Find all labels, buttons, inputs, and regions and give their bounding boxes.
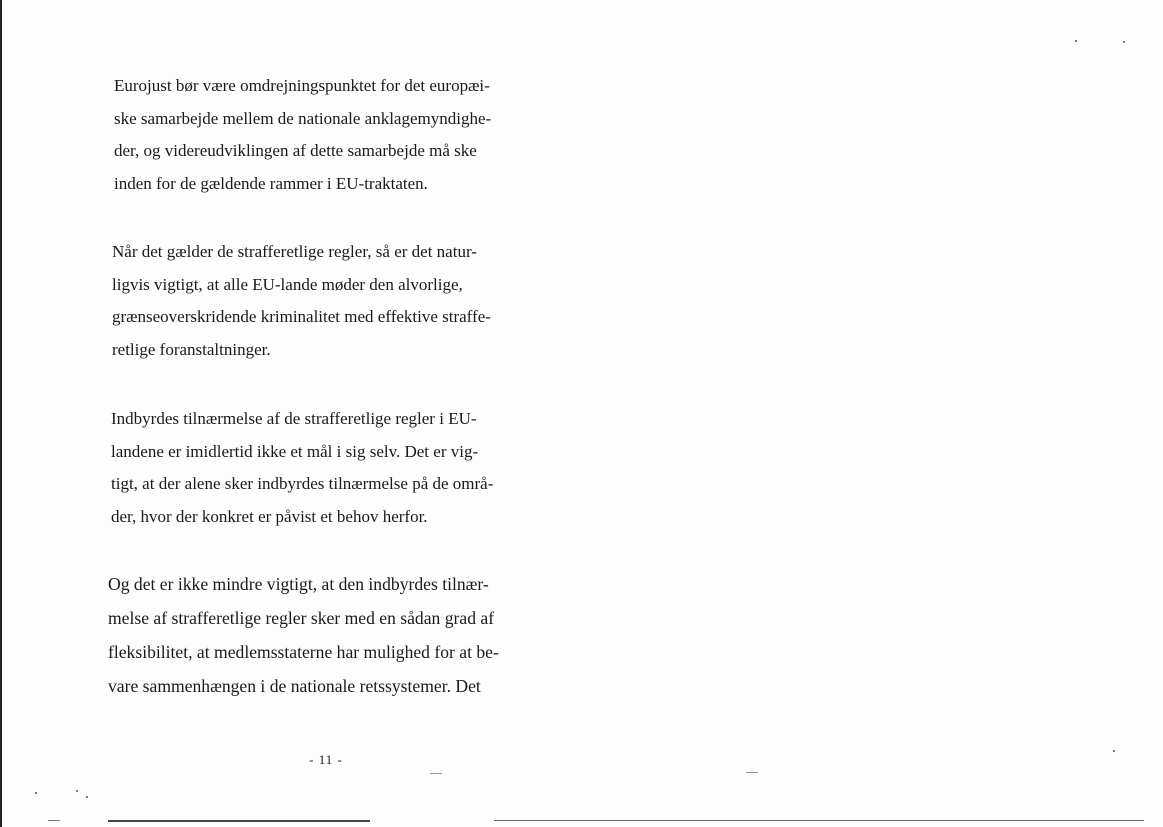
text-line: Og det er ikke mindre vigtigt, at den indbyrdes tilnær- (108, 574, 489, 594)
text-line: retlige foranstaltninger. (112, 339, 271, 359)
text-line: vare sammenhængen i de nationale retssystemer. Det (108, 676, 481, 696)
text-line: tigt, at der alene sker indbyrdes tilnærmelse på de områ- (111, 474, 494, 494)
scan-speck (1075, 40, 1077, 42)
scan-speck (35, 792, 37, 794)
paragraph-2 (112, 236, 491, 366)
page-left-edge (0, 0, 2, 827)
bottom-rule (108, 820, 370, 822)
paragraph-4 (108, 567, 499, 703)
text-line: melse af strafferetlige regler sker med en sådan grad af (108, 608, 495, 628)
scan-mark (430, 773, 442, 774)
text-line: Eurojust bør være omdrejningspunktet for det europæi- (114, 76, 490, 95)
paragraph-3 (111, 403, 493, 533)
text-line: Når det gælder de strafferetlige regler, så er det natur- (112, 242, 477, 261)
page-number: - 11 - (309, 752, 343, 767)
text-line: der, og videreudviklingen af dette samarbejde må ske (114, 141, 477, 161)
text-line: grænseoverskridende kriminalitet med effektive straffe- (112, 307, 491, 327)
scan-speck (86, 796, 88, 798)
paragraph-1 (114, 70, 491, 200)
text-line: fleksibilitet, at medlemsstaterne har mulighed for at be- (108, 642, 499, 662)
text-line: der, hvor der konkret er påvist et behov herfor. (111, 506, 428, 526)
text-line: Indbyrdes tilnærmelse af de strafferetlige regler i EU- (111, 409, 477, 428)
scan-speck (1113, 750, 1115, 752)
scan-speck (76, 790, 78, 792)
text-line: ske samarbejde mellem de nationale anklagemyndighe- (114, 108, 492, 128)
scan-speck (1123, 41, 1125, 43)
scan-mark (746, 772, 758, 773)
text-line: inden for de gældende rammer i EU-traktaten. (114, 173, 428, 193)
text-line: ligvis vigtigt, at alle EU-lande møder den alvorlige, (112, 274, 463, 294)
bottom-rule (494, 820, 1144, 821)
text-line: landene er imidlertid ikke et mål i sig selv. Det er vig- (111, 441, 479, 461)
bottom-rule (48, 820, 60, 821)
